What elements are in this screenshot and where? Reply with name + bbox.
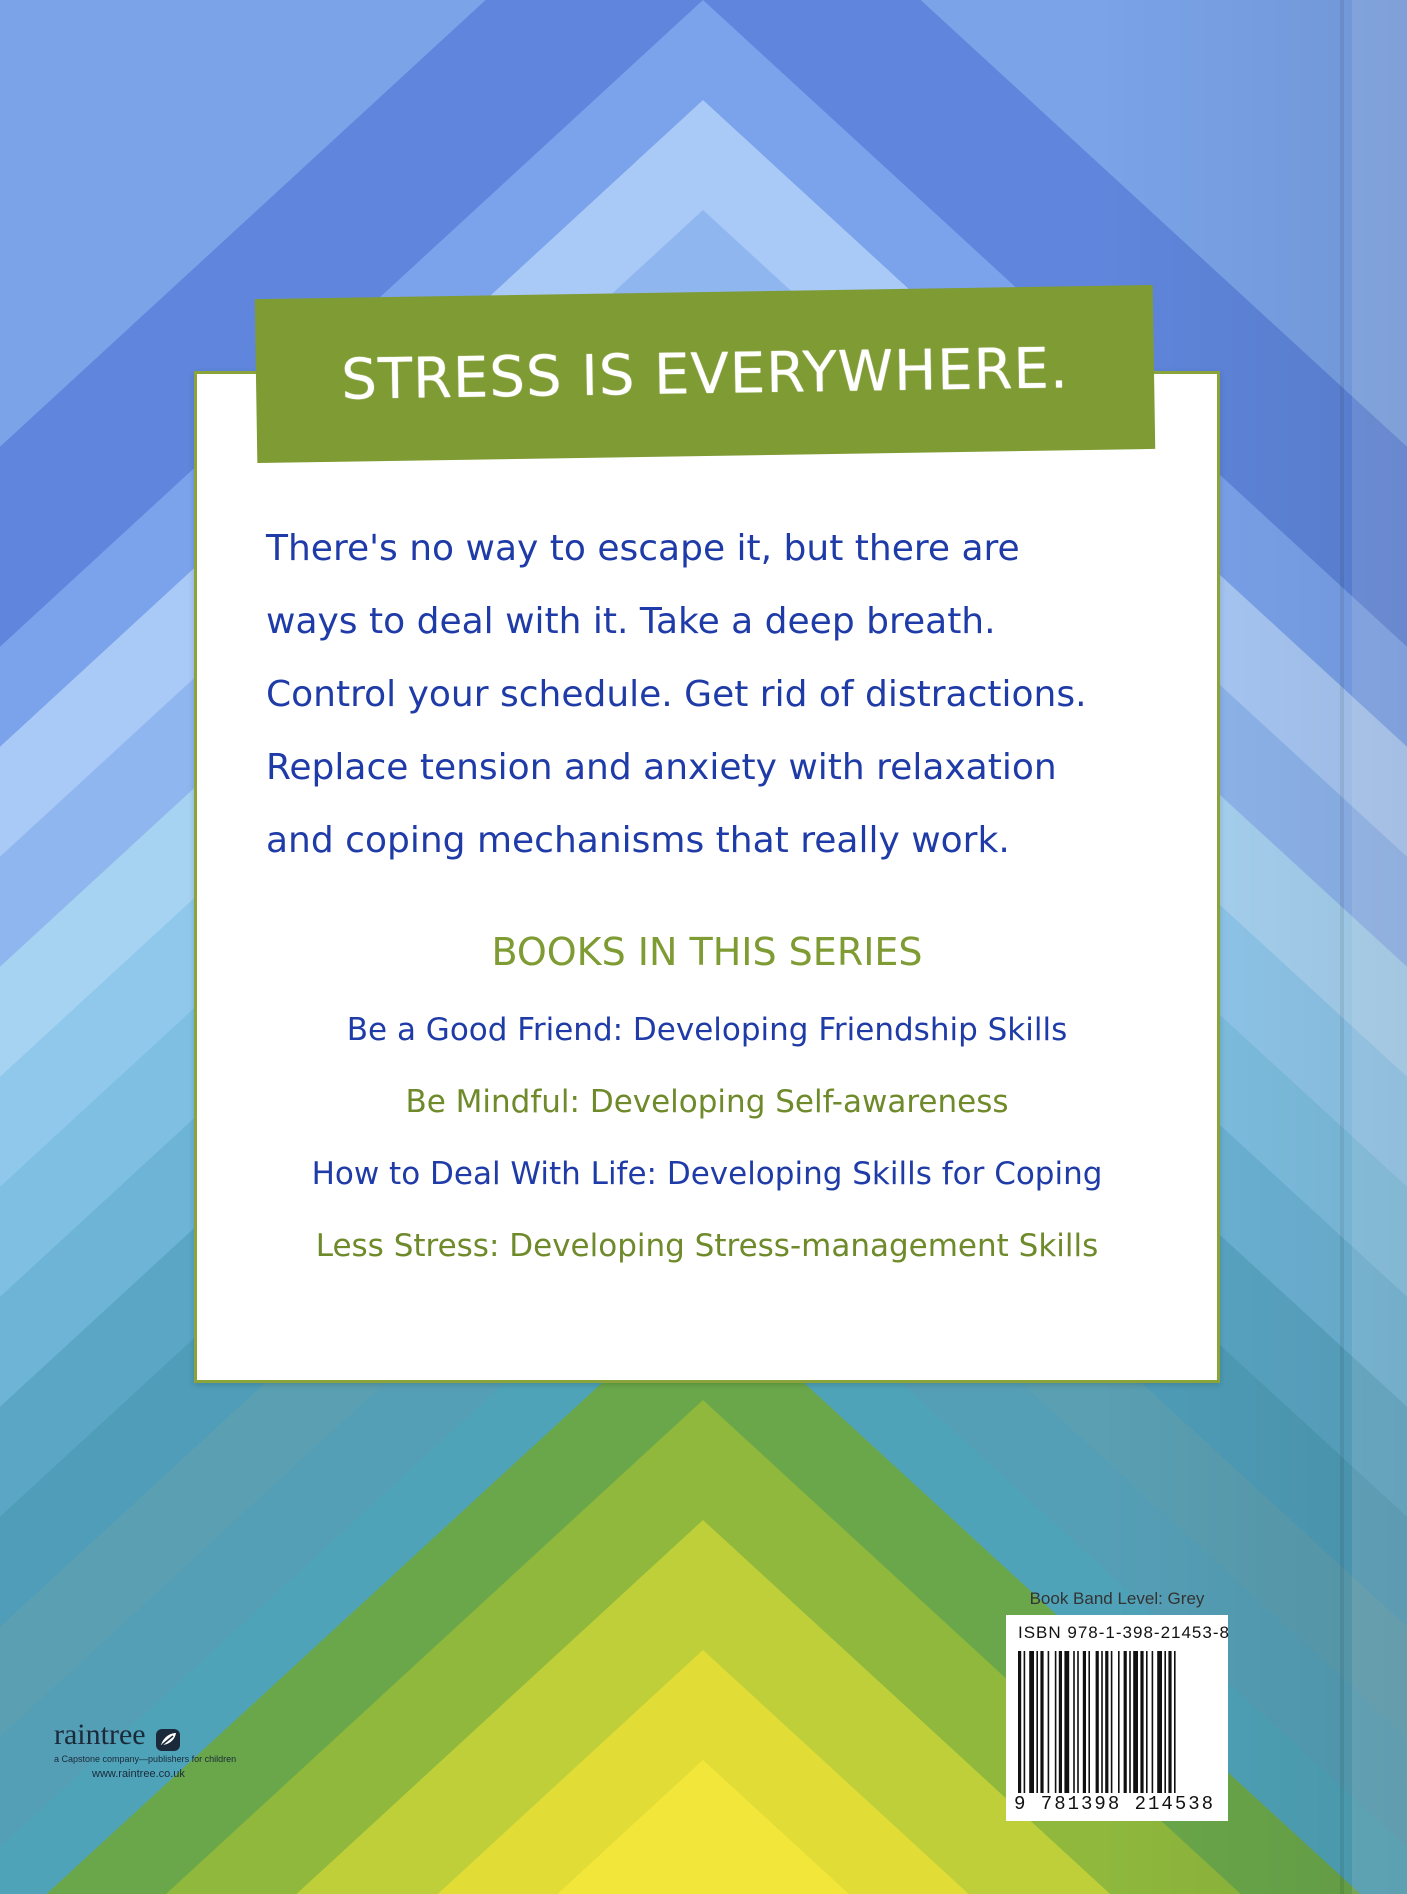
intro-line: Replace tension and anxiety with relaxation	[266, 747, 1057, 788]
intro-line: ways to deal with it. Take a deep breath.	[266, 601, 996, 642]
series-book-title: Be Mindful: Developing Self-awareness	[405, 1084, 1009, 1120]
barcode-icon	[1018, 1651, 1216, 1793]
intro-text	[266, 512, 1166, 877]
barcode-box	[1006, 1615, 1228, 1821]
banner-title: STRESS IS EVERYWHERE.	[340, 335, 1070, 413]
intro-line: and coping mechanisms that really work.	[266, 820, 1010, 861]
series-book-title: How to Deal With Life: Developing Skills for Coping	[311, 1156, 1103, 1192]
series-book-title: Less Stress: Developing Stress-management Skills	[315, 1228, 1099, 1264]
intro-line: Control your schedule. Get rid of distractions.	[266, 674, 1087, 715]
intro-line: There's no way to escape it, but there are	[266, 528, 1020, 569]
isbn-number: ISBN 978-1-398-21453-8	[1018, 1623, 1230, 1642]
leaf-icon	[155, 1728, 181, 1752]
series-book-title: Be a Good Friend: Developing Friendship Skills	[346, 1012, 1068, 1048]
publisher-tagline: a Capstone company—publishers for children	[54, 1754, 237, 1764]
book-band-level: Book Band Level: Grey	[1029, 1589, 1205, 1608]
series-heading: BOOKS IN THIS SERIES	[491, 930, 923, 974]
publisher-url: www.raintree.co.uk	[92, 1768, 185, 1780]
barcode-digits: 9 781398 214538	[1014, 1793, 1216, 1815]
publisher-logo	[54, 1718, 254, 1780]
title-banner	[255, 285, 1155, 463]
publisher-name: raintree	[54, 1718, 146, 1751]
series-book-list	[194, 1006, 1220, 1294]
